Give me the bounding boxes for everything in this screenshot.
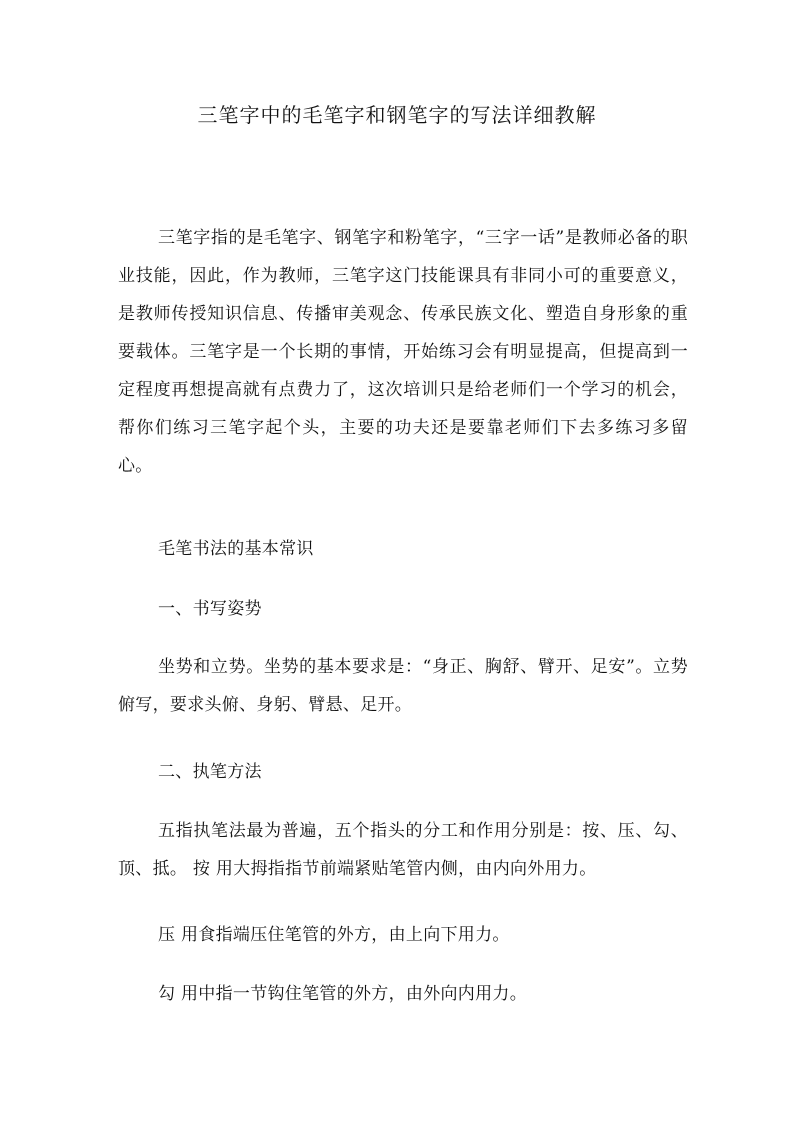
subheading-brush-holding: 二、执笔方法 xyxy=(158,762,262,782)
section-heading-calligraphy-basics: 毛笔书法的基本常识 xyxy=(158,539,314,559)
press-paragraph: 压 用食指端压住笔管的外方，由上向下用力。 xyxy=(158,925,510,945)
subheading-writing-posture: 一、书写姿势 xyxy=(158,599,262,619)
posture-paragraph: 坐势和立势。坐势的基本要求是：“身正、胸舒、臂开、足安”。立势俯写，要求头俯、身躬、臂悬、足开。 xyxy=(118,657,688,715)
intro-paragraph: 三笔字指的是毛笔字、钢笔字和粉笔字，“三字一话”是教师必备的职业技能，因此，作为教师，三笔字这门技能课具有非同小可的重要意义，是教师传授知识信息、传播审美观念、传承民族文化、塑造自身形象的重要载体。三笔字是一个长期的事情，开始练习会有明显提高，但提高到一定程度再想提高就有点费力了，这次培训只是给老师们一个学习的机会，帮你们练习三笔字起个头，主要的功夫还是要靠老师们下去多练习多留心。 xyxy=(118,228,688,476)
hook-paragraph: 勾 用中指一节钩住笔管的外方，由外向内用力。 xyxy=(158,984,528,1004)
document-title: 三笔字中的毛笔字和钢笔字的写法详细教解 xyxy=(197,103,597,127)
five-finger-paragraph: 五指执笔法最为普遍，五个指头的分工和作用分别是：按、压、勾、顶、抵。 按 用大拇指指节前端紧贴笔管内侧，由内向外用力。 xyxy=(118,821,688,879)
